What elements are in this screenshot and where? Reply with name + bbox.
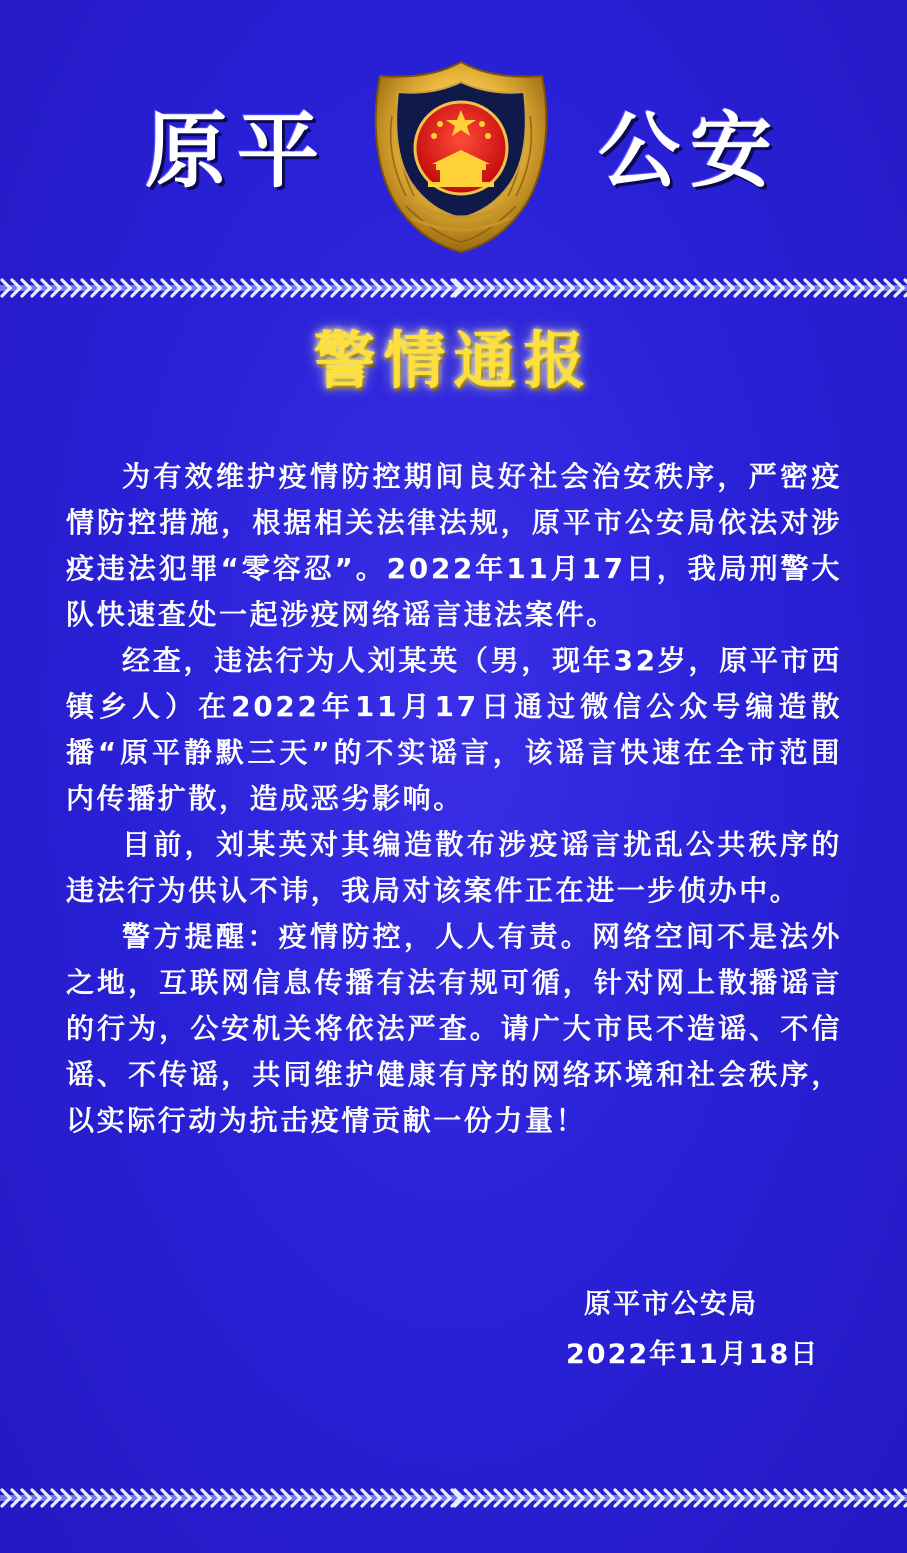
signoff-date: 2022年11月18日	[566, 1339, 820, 1370]
signoff-block	[540, 1280, 840, 1380]
decorative-chevron-divider-top	[0, 276, 907, 300]
police-emblem-icon	[366, 56, 556, 256]
header-title-right: 公安	[598, 103, 783, 199]
notice-paragraph-1: 为有效维护疫情防控期间良好社会治安秩序，严密疫情防控措施，根据相关法律法规，原平市公安局依法对涉疫违法犯罪“零容忍”。2022年11月17日，我局刑警大队快速查处一起涉疫网络谣言违法案件。	[66, 460, 842, 631]
notice-title: 警情通报	[313, 324, 594, 397]
header-title-left: 原平	[145, 103, 330, 199]
notice-body	[66, 454, 842, 1144]
notice-paragraph-2: 经查，违法行为人刘某英（男，现年32岁，原平市西镇乡人）在2022年11月17日通过微信公众号编造散播“原平静默三天”的不实谣言，该谣言快速在全市范围内传播扩散，造成恶劣影响。	[66, 644, 842, 815]
notice-paragraph-4: 警方提醒：疫情防控，人人有责。网络空间不是法外之地，互联网信息传播有法有规可循，针对网上散播谣言的行为，公安机关将依法严查。请广大市民不造谣、不信谣、不传谣，共同维护健康有序的网络环境和社会秩序，以实际行动为抗击疫情贡献一份力量！	[66, 920, 842, 1137]
signoff-organization: 原平市公安局	[584, 1289, 758, 1320]
notice-paragraph-3: 目前，刘某英对其编造散布涉疫谣言扰乱公共秩序的违法行为供认不讳，我局对该案件正在进一步侦办中。	[66, 828, 842, 907]
decorative-chevron-divider-bottom	[0, 1486, 907, 1510]
